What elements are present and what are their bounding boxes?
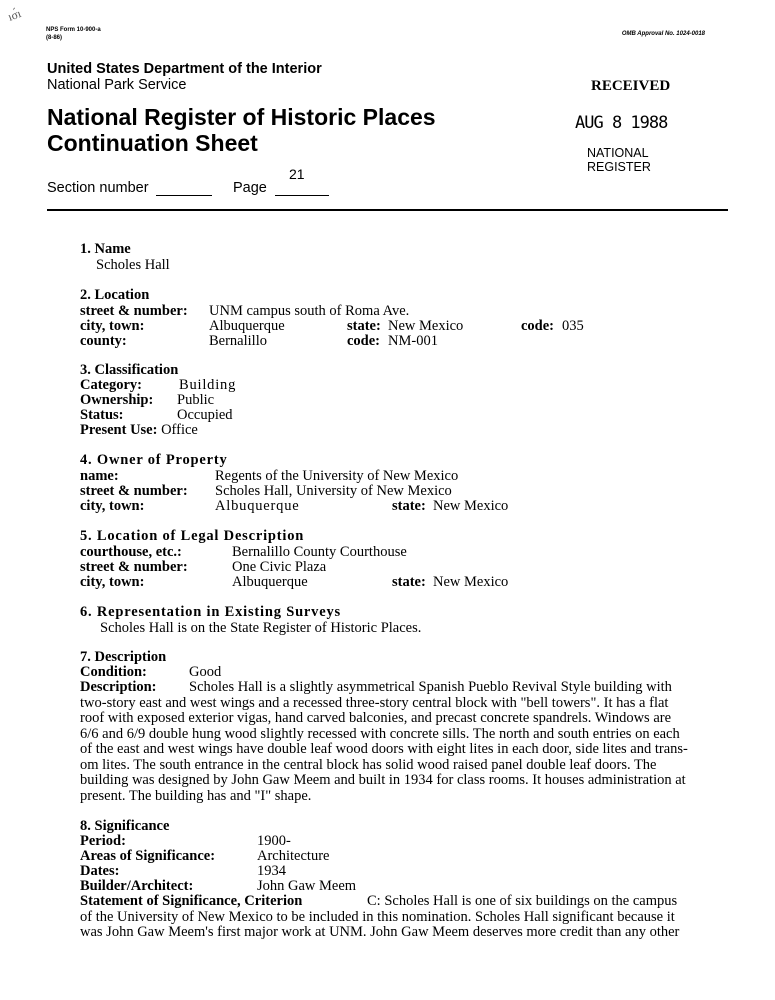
section-3-heading: 3. Classification [80,362,179,378]
county-code-label: code: [347,333,381,349]
owner-city-value: Albuquerque [215,498,300,514]
page-blank [275,182,329,196]
form-identifier [46,26,101,42]
description-line: building was designed by John Gaw Meem and built in 1934 for class rooms. It houses administration at [80,772,686,788]
stamp-line-2: REGISTER [587,160,651,174]
dates-value: 1934 [257,863,286,879]
location-city-value: Albuquerque [209,318,285,334]
description-line: om lites. The south entrance in the central block has solid wood raised panel double leaf doors. The [80,756,657,773]
legal-street-label: street & number: [80,559,188,575]
description-line: roof with exposed exterior vigas, hand carved balconies, and precast concrete spandrels. Windows are [80,710,672,726]
surveys-text: Scholes Hall is on the State Register of Historic Places. [100,620,422,636]
owner-street-value: Scholes Hall, University of New Mexico [215,483,452,499]
legal-city-value: Albuquerque [232,574,308,590]
received-stamp: RECEIVED [591,78,671,94]
location-city-label: city, town: [80,318,145,334]
status-value: Occupied [177,407,233,423]
description-line: two-story east and west wings and a recessed three-story central block with "bell towers". It has a flat [80,694,669,711]
description-line: present. The building has and "I" shape. [80,787,312,804]
areas-label: Areas of Significance: [80,848,216,864]
significance-text [80,894,735,941]
page-number: 21 [289,166,305,182]
section-4-heading: 4. Owner of Property [80,452,228,468]
ownership-label: Ownership: [80,392,154,408]
section-blank [156,182,212,196]
significance-line: of the University of New Mexico to be included in this nomination. Scholes Hall significant because it [80,908,675,925]
description-label: Description: [80,679,157,695]
significance-line: was John Gaw Meem's first major work at UNM. John Gaw Meem deserves more credit than any other [80,924,680,940]
description-line: of the east and west wings have double leaf wood doors with eight lites in each door, side lites and trans- [80,741,688,757]
significance-line: C: Scholes Hall is one of six buildings on the campus [367,893,678,909]
header-divider [47,209,728,211]
present-use-value: Office [161,422,198,438]
dates-label: Dates: [80,863,120,879]
service-name: National Park Service [47,77,187,93]
owner-street-label: street & number: [80,483,188,499]
stamp-line-1: NATIONAL [587,146,649,160]
category-label: Category: [80,377,143,393]
section-label: Section number [47,180,149,196]
legal-state-label: state: [392,574,426,590]
page-label: Page [233,180,267,196]
present-use-label: Present Use: [80,422,158,438]
section-7-heading: 7. Description [80,649,167,665]
status-label: Status: [80,407,124,423]
ownership-value: Public [177,392,215,408]
owner-state-value: New Mexico [433,498,509,514]
period-label: Period: [80,833,126,849]
period-value: 1900- [257,833,291,849]
present-use [80,423,198,438]
section-6-heading: 6. Representation in Existing Surveys [80,604,341,620]
department-name: United States Department of the Interior [47,61,322,77]
page-title: National Register of Historic Places [47,104,436,130]
section-number-field [47,180,212,196]
builder-label: Builder/Architect: [80,878,194,894]
section-8-heading: 8. Significance [80,818,170,834]
legal-street-value: One Civic Plaza [232,559,327,575]
owner-state-label: state: [392,498,426,514]
owner-name-label: name: [80,468,119,484]
condition-value: Good [189,664,222,680]
stamp-registry [587,146,651,174]
location-code-value: 035 [562,318,584,334]
form-number: NPS Form 10-900-a [46,27,101,33]
description-text [80,680,735,804]
location-street-label: street & number: [80,303,188,319]
location-county-label: county: [80,333,127,349]
county-code-value: NM-001 [388,333,438,349]
courthouse-value: Bernalillo County Courthouse [232,544,407,560]
category-value: Building [179,377,237,393]
owner-city-label: city, town: [80,498,145,514]
legal-state-value: New Mexico [433,574,509,590]
owner-name-value: Regents of the University of New Mexico [215,468,459,484]
areas-value: Architecture [257,848,330,864]
location-street-value: UNM campus south of Roma Ave. [209,303,410,319]
section-2-heading: 2. Location [80,287,150,303]
description-line: 6/6 and 6/9 double hung wood slightly recessed with concrete sills. The north and south entries on each [80,725,680,742]
legal-city-label: city, town: [80,574,145,590]
location-state-label: state: [347,318,381,334]
location-state-value: New Mexico [388,318,464,334]
page-subtitle: Continuation Sheet [47,130,258,156]
omb-approval: OMB Approval No. 1024-0018 [621,31,705,37]
statement-label: Statement of Significance, Criterion [80,893,303,909]
description-line: Scholes Hall is a slightly asymmetrical Spanish Pueblo Revival Style building with [189,679,672,695]
stamp-date: AUG 8 1988 [575,113,668,133]
section-5-heading: 5. Location of Legal Description [80,528,305,544]
courthouse-label: courthouse, etc.: [80,544,182,560]
form-date: (8-86) [46,35,63,41]
property-name: Scholes Hall [96,257,170,273]
builder-value: John Gaw Meem [257,878,357,894]
handwritten-mark: ıσ́ı [5,6,23,24]
page-field [233,180,329,196]
location-code-label: code: [521,318,555,334]
location-county-value: Bernalillo [209,333,267,349]
condition-label: Condition: [80,664,147,680]
section-1-heading: 1. Name [80,241,131,257]
